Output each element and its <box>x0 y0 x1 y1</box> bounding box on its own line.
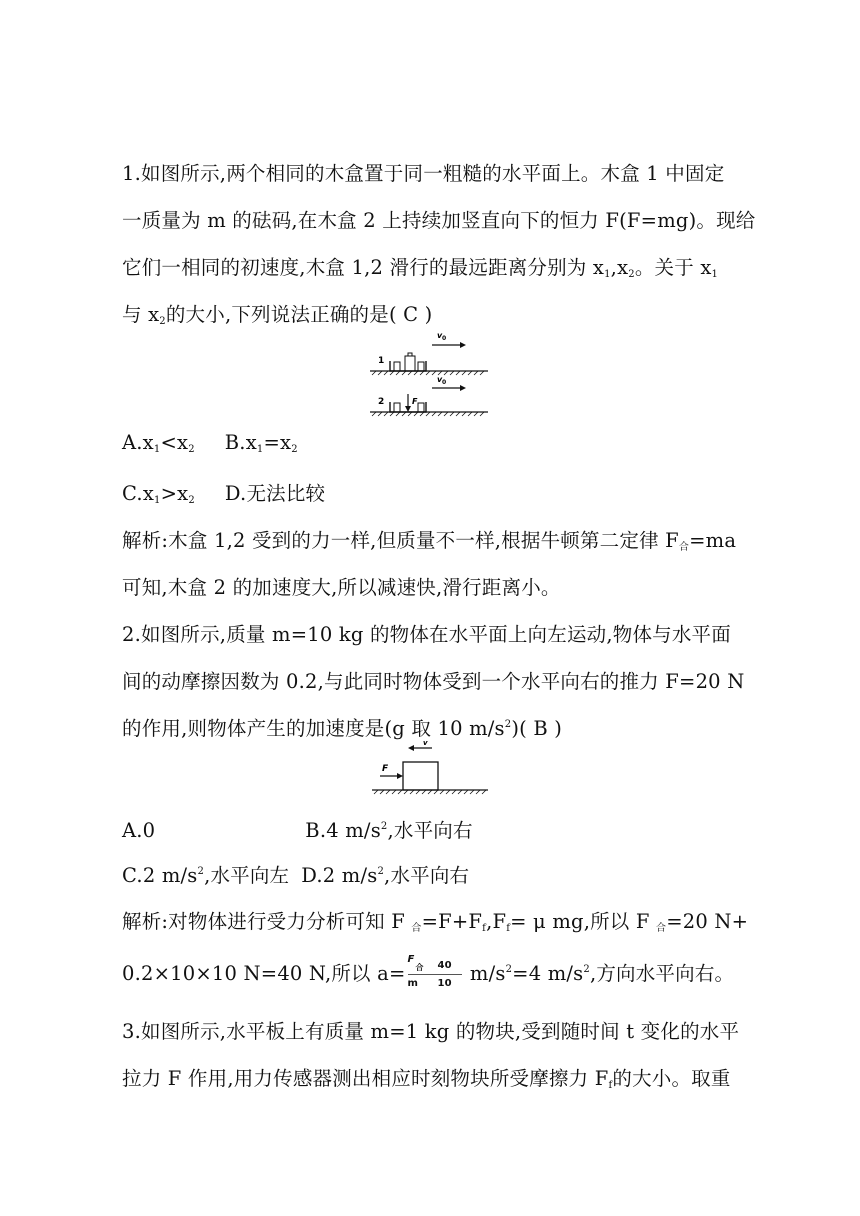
q2-options-cd: C.2 $m/s^2$,水平向左 D.2 $m/s^2$,水平向右 <box>122 864 470 887</box>
q2-line-2: 间的动摩擦因数为 0.2,与此同时物体受到一个水平向右的推力 F=20 N <box>122 670 745 693</box>
q2-line-3: 的作用,则物体产生的加速度是(g 取 10 $m/s^2$)( B ) <box>122 717 563 740</box>
svg-text:v: v <box>437 331 443 340</box>
q1-options-ab: $A.x_1<x_2$ $B.x_1=x_2$ <box>122 431 298 455</box>
svg-text:v: v <box>423 740 428 747</box>
q2-options-ab: A.0 B.4 $m/s^2$,水平向右 <box>122 819 473 842</box>
q2-analysis-1: 解析:对物体进行受力分析可知 F $_合=F+F_f,F_f= \mu$ mg,所以 F $_合$=20 N+ <box>122 910 749 934</box>
q1-line-1: 1.如图所示,两个相同的木盒置于同一粗糙的水平面上。木盒 1 中固定 <box>122 162 725 185</box>
svg-text:F: F <box>382 764 389 774</box>
svg-text:F: F <box>412 397 418 406</box>
q1-analysis-2: 可知,木盒 2 的加速度大,所以减速快,滑行距离小。 <box>122 576 561 599</box>
q2-line-1: 2.如图所示,质量 m=10 kg 的物体在水平面上向左运动,物体与水平面 <box>122 623 731 646</box>
q3-line-1: 3.如图所示,水平板上有质量 m=1 kg 的物块,受到随时间 t 变化的水平 <box>122 1020 740 1043</box>
block <box>403 762 438 790</box>
q1-analysis-1: 解析:木盒 1,2 受到的力一样,但质量不一样,根据牛顿第二定律 $F_合=ma$ <box>122 529 737 553</box>
box1-label: 1 <box>378 356 385 366</box>
q1-figure-boxes <box>366 326 496 421</box>
weight-block <box>405 356 415 371</box>
q1-line-4: 与 $x_2$的大小,下列说法正确的是( C ) <box>122 303 433 327</box>
q1-line-3: 它们一相同的初速度,木盒 1,2 滑行的最远距离分别为 $x_1,x_2$。关于 $x_1$ <box>122 256 719 280</box>
q1-options-cd: $C.x_1>x_2$ D.无法比较 <box>122 482 326 506</box>
q2-analysis-2: 0.2×10×10 N=40 N,所以 a= F 合 40 m 10 $m/s^2=4$ $m/s^2$,方向水平向右。 <box>122 954 735 989</box>
acceleration-fraction: F 合 40 m 10 <box>406 960 464 990</box>
svg-text:0: 0 <box>442 335 447 342</box>
svg-text:v: v <box>437 375 443 384</box>
q1-line-2: 一质量为 m 的砝码,在木盒 2 上持续加竖直向下的恒力 F(F=mg)。现给 <box>122 209 756 232</box>
box2-label: 2 <box>378 397 385 407</box>
q2-figure-block <box>368 740 498 804</box>
q3-line-2: 拉力 F 作用,用力传感器测出相应时刻物块所受摩擦力 $F_f$的大小。取重 <box>122 1067 731 1091</box>
svg-text:0: 0 <box>442 379 447 386</box>
